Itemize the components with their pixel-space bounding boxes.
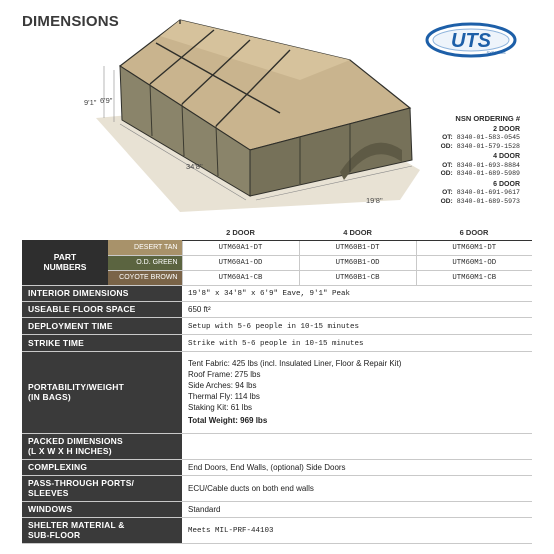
door-column-header-row <box>22 226 532 240</box>
page-title: DIMENSIONS <box>22 13 120 30</box>
spec-table <box>22 226 532 544</box>
part-number: UTM60M1-CB <box>416 270 532 285</box>
part-number: UTM60A1-CB <box>182 270 299 285</box>
spec-row-portability-weight: PORTABILITY/WEIGHT (IN BAGS) Tent Fabric: 425 lbs (incl. Insulated Liner, Floor & Repair Kit) Roof Frame: 275 lbs Side Arches: 94 lbs Thermal Fly: 114 lbs Staking Kit: 61 lbs Total Weight: 969 lbs <box>22 351 532 433</box>
logo-subtext: SYSTEMS <box>486 50 506 55</box>
swatch-coyote-brown: COYOTE BROWN <box>108 270 182 285</box>
nsn-row: OT: 8340-01-691-9617 <box>442 189 520 196</box>
part-number: UTM60B1-OD <box>299 255 416 270</box>
column-6-door: 6 DOOR <box>416 226 532 240</box>
spec-row-complexing: COMPLEXING End Doors, End Walls, (optional) Side Doors <box>22 459 532 475</box>
part-numbers-label: PART NUMBERS <box>22 240 108 285</box>
total-weight: Total Weight: 969 lbs <box>188 416 268 425</box>
nsn-row: OD: 8340-01-689-5989 <box>440 170 520 177</box>
part-number: UTM60B1-CB <box>299 270 416 285</box>
nsn-group-label: 2 DOOR <box>493 125 520 133</box>
nsn-row: OD: 8340-01-689-5973 <box>440 197 520 205</box>
spec-row-deployment-time: DEPLOYMENT TIME Setup with 5-6 people in 10-15 minutes <box>22 317 532 334</box>
logo-text: UTS <box>451 30 491 52</box>
column-4-door: 4 DOOR <box>299 226 416 240</box>
spec-row-pass-through: PASS-THROUGH PORTS/ SLEEVES ECU/Cable ducts on both end walls <box>22 475 532 501</box>
eave-height-label: 9'1" <box>84 98 97 107</box>
nsn-row: OD: 8340-01-579-1528 <box>440 142 520 150</box>
part-number: UTM60M1-DT <box>416 240 532 255</box>
nsn-row: OT: 8340-01-583-0545 <box>442 134 520 141</box>
spec-row-packed-dimensions: PACKED DIMENSIONS (L X W X H INCHES) <box>22 433 532 459</box>
spec-row-strike-time: STRIKE TIME Strike with 5-6 people in 10-15 minutes <box>22 334 532 351</box>
length-label: 34'8" <box>186 162 203 171</box>
nsn-group-label: 4 DOOR <box>493 153 520 160</box>
nsn-ordering <box>441 115 520 206</box>
part-number: UTM60A1-DT <box>182 240 299 255</box>
weight-list: Tent Fabric: 425 lbs (incl. Insulated Liner, Floor & Repair Kit) Roof Frame: 275 lbs Side Arches: 94 lbs Thermal Fly: 114 lbs Staking Kit: 61 lbs Total Weight: 969 lbs <box>182 351 532 433</box>
column-2-door: 2 DOOR <box>182 226 299 240</box>
nsn-heading: NSN ORDERING # <box>455 114 520 123</box>
spec-row-interior-dimensions: INTERIOR DIMENSIONS 19'8" x 34'8" x 6'9" Eave, 9'1" Peak <box>22 285 532 301</box>
peak-height-label: 6'9" <box>100 96 113 105</box>
part-number: UTM60M1-OD <box>416 255 532 270</box>
swatch-od-green: O.D. GREEN <box>108 255 182 270</box>
part-number: UTM60B1-DT <box>299 240 416 255</box>
nsn-group-label: 6 DOOR <box>493 180 520 188</box>
width-label: 19'8" <box>366 196 383 205</box>
part-number: UTM60A1-OD <box>182 255 299 270</box>
spec-row-usable-floor-space: USEABLE FLOOR SPACE 650 ft² <box>22 301 532 317</box>
spec-row-shelter-material: SHELTER MATERIAL & SUB-FLOOR Meets MIL-PRF-44103 <box>22 517 532 543</box>
part-row-desert-tan <box>22 240 532 255</box>
spec-row-windows: WINDOWS Standard <box>22 501 532 517</box>
swatch-desert-tan: DESERT TAN <box>108 240 182 255</box>
nsn-row: OT: 8340-01-693-8884 <box>442 161 520 169</box>
